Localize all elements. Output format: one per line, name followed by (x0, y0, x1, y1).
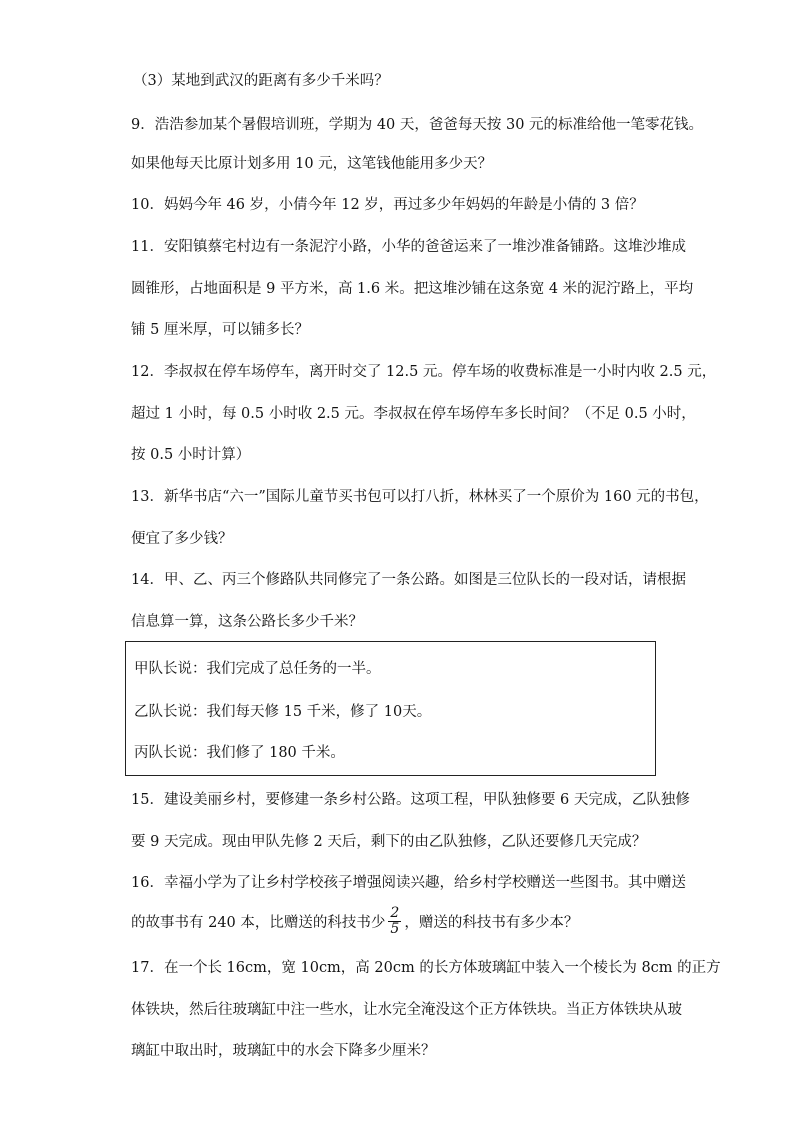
dialogue-box (125, 641, 656, 776)
question-12-line-2: 超过 1 小时，每 0.5 小时收 2.5 元。李叔叔在停车场停车多长时间？（不足 0.5 小时， (131, 406, 696, 422)
question-17-line-3: 璃缸中取出时，玻璃缸中的水会下降多少厘米？ (131, 1043, 436, 1059)
question-16-line-1: 16．幸福小学为了让乡村学校孩子增强阅读兴趣，给乡村学校赠送一些图书。其中赠送 (131, 875, 686, 891)
fraction-numerator: 2 (390, 904, 400, 921)
fraction-denominator: 5 (390, 920, 400, 937)
question-13-line-2: 便宜了多少钱？ (131, 531, 233, 547)
question-15-line-1: 15．建设美丽乡村，要修建一条乡村公路。这项工程，甲队独修要 6 天完成，乙队独修 (131, 792, 690, 808)
question-14-line-1: 14．甲、乙、丙三个修路队共同修完了一条公路。如图是三位队长的一段对话，请根据 (131, 572, 686, 588)
question-15-line-2: 要 9 天完成。现由甲队先修 2 天后，剩下的由乙队独修，乙队还要修几天完成？ (131, 834, 647, 850)
question-14-line-2: 信息算一算，这条公路长多少千米？ (131, 614, 363, 630)
question-16-text-before: 的故事书有 240 本，比赠送的科技书少 (131, 915, 386, 931)
question-11-line-2: 圆锥形，占地面积是 9 平方米，高 1.6 米。把这堆沙铺在这条宽 4 米的泥泞路上，平均 (131, 281, 694, 297)
question-16-line-2 (131, 906, 578, 940)
fraction-two-fifths (388, 906, 401, 937)
question-9-line-2: 如果他每天比原计划多用 10 元，这笔钱他能用多少天？ (131, 156, 493, 172)
question-10: 10．妈妈今年 46 岁，小倩今年 12 岁，再过多少年妈妈的年龄是小倩的 3 倍？ (131, 197, 644, 213)
question-17-line-2: 体铁块，然后往玻璃缸中注一些水，让水完全淹没这个正方体铁块。当正方体铁块从玻 (131, 1002, 682, 1018)
dialogue-team-a: 甲队长说：我们完成了总任务的一半。 (134, 661, 381, 677)
question-16-text-after: ，赠送的科技书有多少本？ (404, 915, 579, 931)
question-11-line-3: 铺 5 厘米厚，可以铺多长？ (131, 322, 309, 338)
question-12-line-3: 按 0.5 小时计算） (131, 447, 251, 463)
dialogue-team-b: 乙队长说：我们每天修 15 千米，修了 10天。 (134, 704, 432, 720)
dialogue-team-c: 丙队长说：我们修了 180 千米。 (134, 745, 345, 761)
question-17-line-1: 17．在一个长 16cm，宽 10cm，高 20cm 的长方体玻璃缸中装入一个棱长为 8cm 的正方 (131, 960, 721, 976)
question-9-line-1: 9．浩浩参加某个暑假培训班，学期为 40 天，爸爸每天按 30 元的标准给他一笔零花钱。 (131, 117, 704, 133)
question-12-line-1: 12．李叔叔在停车场停车，离开时交了 12.5 元。停车场的收费标准是一小时内收 2.5 元， (131, 364, 717, 380)
question-11-line-1: 11．安阳镇蔡宅村边有一条泥泞小路，小华的爸爸运来了一堆沙准备铺路。这堆沙堆成 (131, 239, 686, 255)
question-13-line-1: 13．新华书店“六一”国际儿童节买书包可以打八折，林林买了一个原价为 160 元的书包， (131, 489, 709, 505)
question-8-subquestion-3: （3）某地到武汉的距离有多少千米吗？ (133, 73, 389, 89)
